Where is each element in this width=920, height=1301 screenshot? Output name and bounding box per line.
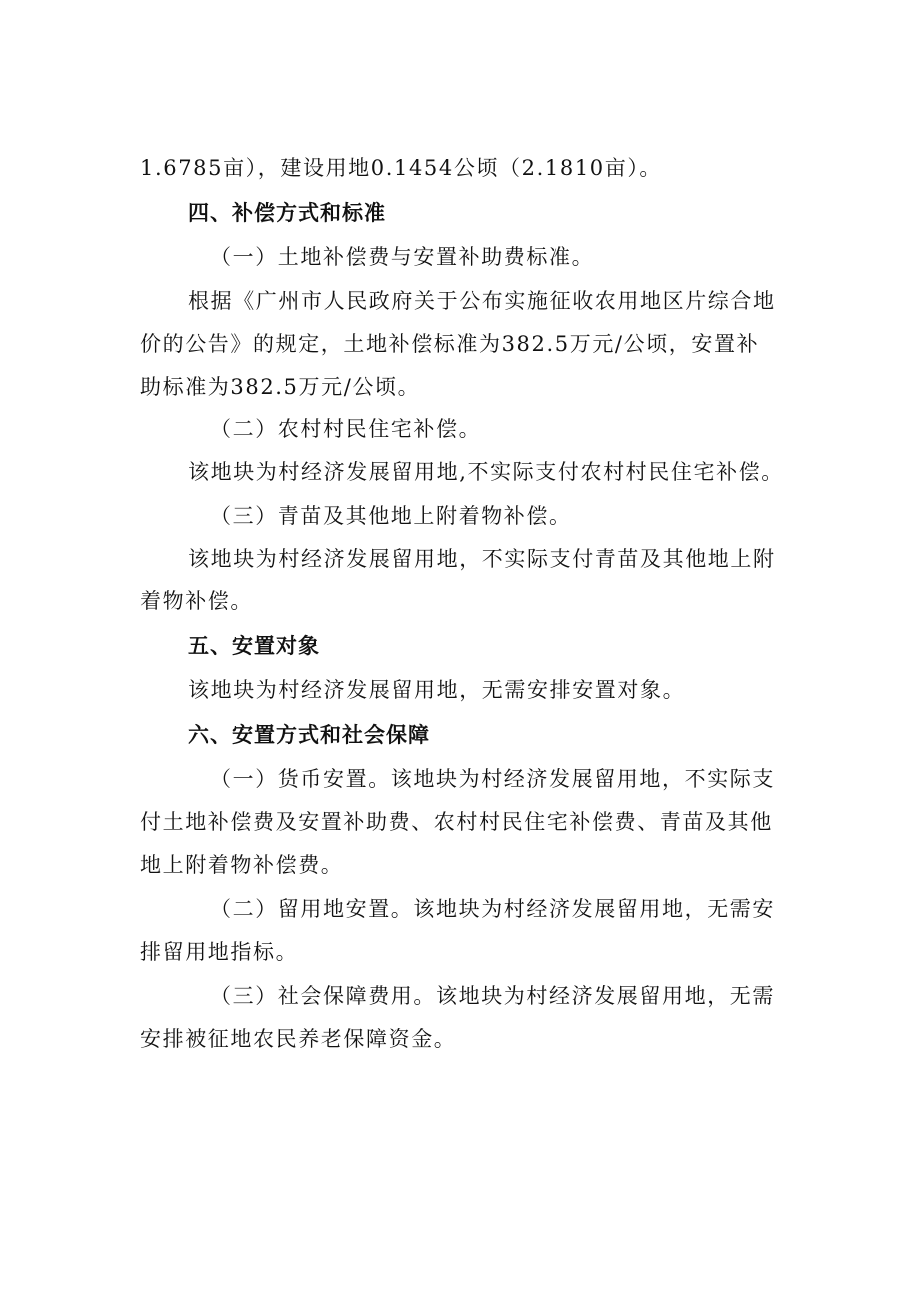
paragraph-line: 该地块为村经济发展留用地，无需安排安置对象。 — [188, 678, 686, 702]
paragraph-line: 安排被征地农民养老保障资金。 — [140, 1027, 457, 1051]
section-heading-resettlement-methods: 六、安置方式和社会保障 — [188, 723, 430, 747]
paragraph-line: 着物补偿。 — [140, 589, 253, 613]
paragraph-line: 助标准为382.5万元/公顷。 — [140, 375, 421, 399]
paragraph-line: 该地块为村经济发展留用地,不实际支付农村村民住宅补偿。 — [188, 460, 784, 484]
paragraph-line: 价的公告》的规定，土地补偿标准为382.5万元/公顷，安置补 — [140, 332, 760, 356]
paragraph-line: 付土地补偿费及安置补助费、农村村民住宅补偿费、青苗及其他 — [140, 810, 773, 834]
section-heading-compensation: 四、补偿方式和标准 — [188, 201, 386, 225]
subsection-heading-crops: （三）青苗及其他地上附着物补偿。 — [210, 504, 572, 528]
paragraph-line: 该地块为村经济发展留用地，不实际支付青苗及其他地上附 — [188, 547, 776, 571]
paragraph-line: 排留用地指标。 — [140, 940, 299, 964]
paragraph-line: （二）留用地安置。该地块为村经济发展留用地，无需安 — [210, 897, 775, 921]
paragraph-continuation: 1.6785亩），建设用地0.1454公顷（2.1810亩）。 — [140, 156, 663, 180]
paragraph-line: 地上附着物补偿费。 — [140, 853, 344, 877]
paragraph-line: （一）货币安置。该地块为村经济发展留用地，不实际支 — [210, 767, 775, 791]
paragraph-line: 根据《广州市人民政府关于公布实施征收农用地区片综合地 — [188, 289, 776, 313]
subsection-heading-housing: （二）农村村民住宅补偿。 — [210, 417, 482, 441]
paragraph-line: （三）社会保障费用。该地块为村经济发展留用地，无需 — [210, 984, 775, 1008]
subsection-heading-land-compensation: （一）土地补偿费与安置补助费标准。 — [210, 245, 595, 269]
section-heading-resettlement-targets: 五、安置对象 — [188, 634, 320, 658]
